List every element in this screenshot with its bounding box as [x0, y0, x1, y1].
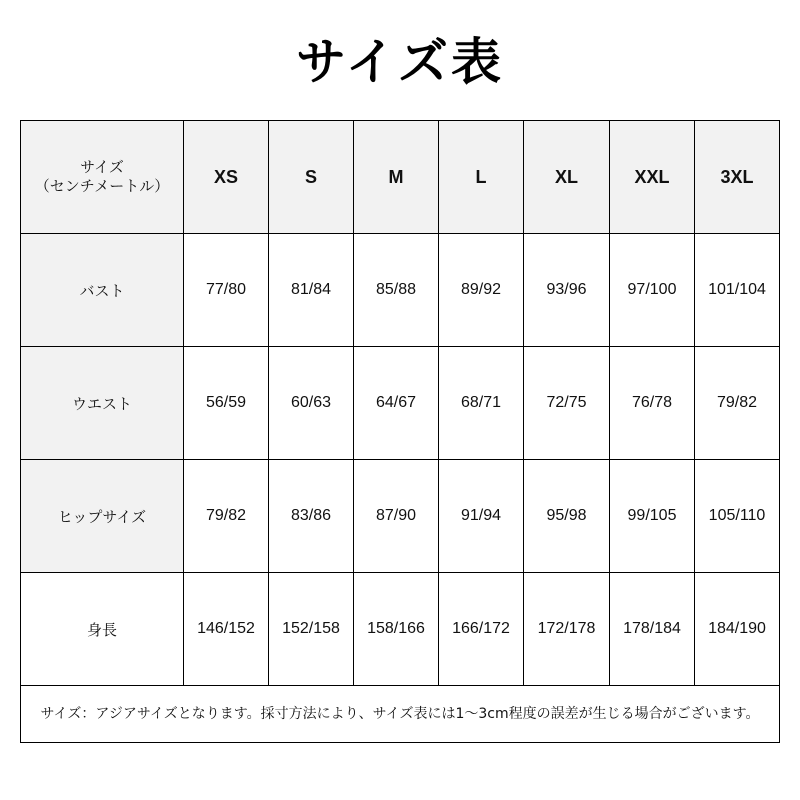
- size-header-3xl: 3XL: [695, 121, 780, 234]
- table-cell: 76/78: [610, 347, 695, 460]
- table-cell: 146/152: [184, 573, 269, 686]
- size-header-xs: XS: [184, 121, 269, 234]
- size-header-s: S: [269, 121, 354, 234]
- corner-label-line1: サイズ: [80, 158, 124, 176]
- table-row-height: [21, 573, 780, 686]
- table-cell: 77/80: [184, 234, 269, 347]
- table-cell: 99/105: [610, 460, 695, 573]
- table-note-row: [21, 686, 780, 743]
- table-cell: 60/63: [269, 347, 354, 460]
- table-cell: 87/90: [354, 460, 439, 573]
- table-cell: 85/88: [354, 234, 439, 347]
- corner-label-cell: [21, 121, 184, 234]
- row-label-hip: ヒップサイズ: [21, 460, 184, 573]
- table-cell: 105/110: [695, 460, 780, 573]
- row-label-height: 身長: [21, 573, 184, 686]
- table-cell: 64/67: [354, 347, 439, 460]
- table-header-row: [21, 121, 780, 234]
- table-row-hip: [21, 460, 780, 573]
- table-cell: 166/172: [439, 573, 524, 686]
- table-cell: 97/100: [610, 234, 695, 347]
- table-cell: 101/104: [695, 234, 780, 347]
- table-note: サイズ：アジアサイズとなります。採寸方法により、サイズ表には1～3cm程度の誤差が生じる場合がございます。: [21, 686, 780, 743]
- table-cell: 81/84: [269, 234, 354, 347]
- table-cell: 56/59: [184, 347, 269, 460]
- page-title: サイズ表: [296, 33, 504, 91]
- table-cell: 79/82: [184, 460, 269, 573]
- table-cell: 158/166: [354, 573, 439, 686]
- table-cell: 178/184: [610, 573, 695, 686]
- table-cell: 93/96: [524, 234, 610, 347]
- table-row-bust: [21, 234, 780, 347]
- table-cell: 83/86: [269, 460, 354, 573]
- table-cell: 184/190: [695, 573, 780, 686]
- row-label-bust: バスト: [21, 234, 184, 347]
- size-header-l: L: [439, 121, 524, 234]
- table-cell: 95/98: [524, 460, 610, 573]
- size-header-xxl: XXL: [610, 121, 695, 234]
- size-table: [20, 120, 780, 743]
- row-label-waist: ウエスト: [21, 347, 184, 460]
- table-cell: 89/92: [439, 234, 524, 347]
- table-cell: 172/178: [524, 573, 610, 686]
- table-cell: 91/94: [439, 460, 524, 573]
- table-cell: 152/158: [269, 573, 354, 686]
- table-cell: 68/71: [439, 347, 524, 460]
- table-cell: 79/82: [695, 347, 780, 460]
- size-header-m: M: [354, 121, 439, 234]
- size-header-xl: XL: [524, 121, 610, 234]
- table-row-waist: [21, 347, 780, 460]
- corner-label-line2: （センチメートル）: [34, 177, 170, 195]
- table-cell: 72/75: [524, 347, 610, 460]
